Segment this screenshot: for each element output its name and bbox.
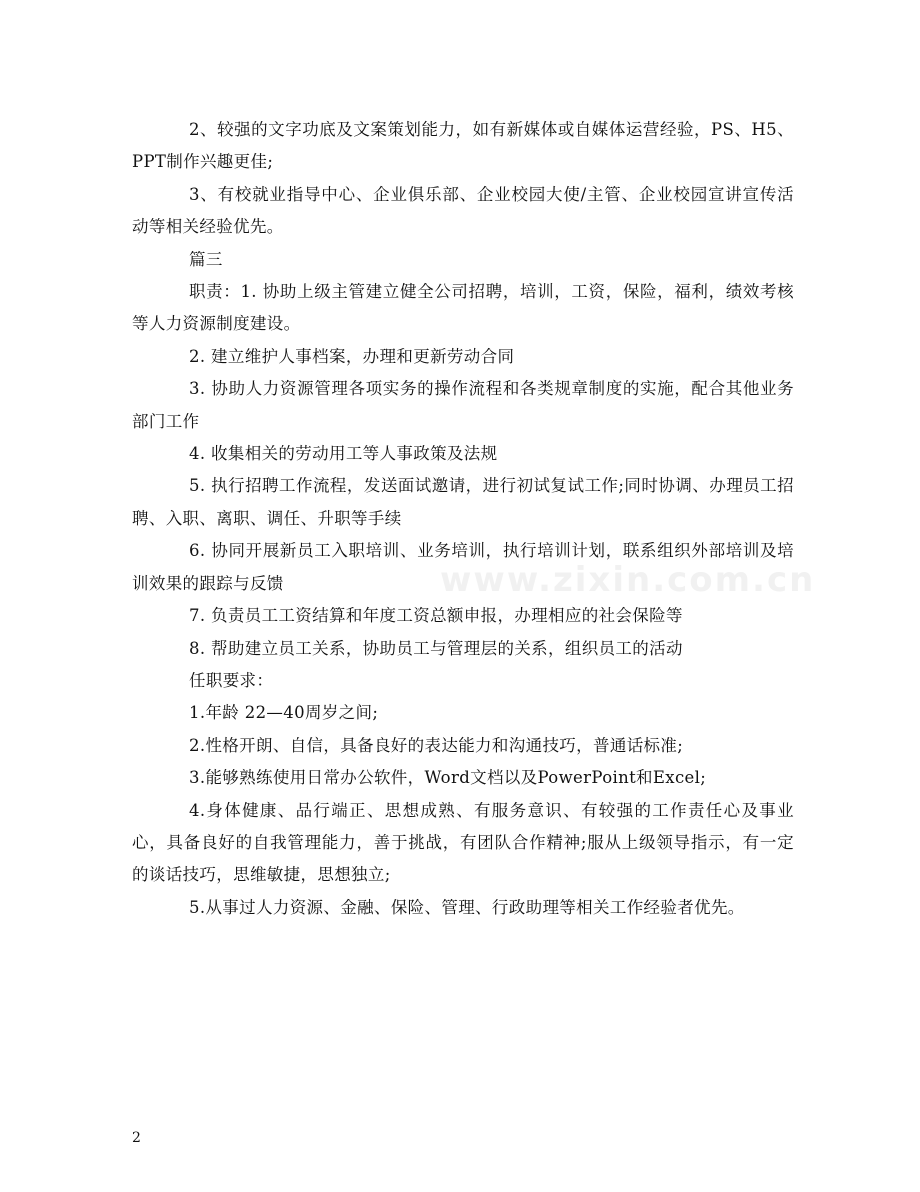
paragraph-qualification-2: 2.性格开朗、自信，具备良好的表达能力和沟通技巧，普通话标准; [189,735,684,755]
paragraph-duty-6: 6. 协同开展新员工入职培训、业务培训，执行培训计划，联系组织外部培训及培训效果的跟踪与反馈 [132,541,794,593]
paragraph-duty-3: 3. 协助人力资源管理各项实务的操作流程和各类规章制度的实施，配合其他业务部门工作 [132,379,794,431]
paragraph-requirement-2: 2、较强的文字功底及文案策划能力，如有新媒体或自媒体运营经验，PS、H5、PPT制作兴趣更佳; [132,120,794,172]
paragraph-duty-2: 2. 建立维护人事档案，办理和更新劳动合同 [189,346,515,366]
page-number: 2 [132,1130,141,1146]
paragraph-duty-4: 4. 收集相关的劳动用工等人事政策及法规 [189,444,498,464]
section-heading: 篇三 [189,249,223,269]
paragraph-qualification-4: 4.身体健康、品行端正、思想成熟、有服务意识、有较强的工作责任心及事业心，具备良好的自我管理能力，善于挑战，有团队合作精神;服从上级领导指示，有一定的谈话技巧，思维敏捷，思想独立; [132,800,794,885]
document-body [132,114,794,924]
paragraph-qualification-3: 3.能够熟练使用日常办公软件，Word文档以及PowerPoint和Excel; [189,768,707,788]
watermark-text: www.zixin.com.cn [440,560,816,600]
paragraph-duty-7: 7. 负责员工工资结算和年度工资总额申报，办理相应的社会保险等 [189,606,683,626]
paragraph-qualification-5: 5.从事过人力资源、金融、保险、管理、行政助理等相关工作经验者优先。 [189,897,745,917]
paragraph-duty-5: 5. 执行招聘工作流程，发送面试邀请，进行初试复试工作;同时协调、办理员工招聘、入职、离职、调任、升职等手续 [132,476,794,528]
paragraph-qualification-1: 1.年龄 22—40周岁之间; [189,703,379,723]
requirements-heading: 任职要求： [189,670,274,690]
paragraph-duty-1: 职责：1. 协助上级主管建立健全公司招聘，培训，工资，保险，福利，绩效考核等人力资源制度建设。 [132,282,794,334]
paragraph-requirement-3: 3、有校就业指导中心、企业俱乐部、企业校园大使/主管、企业校园宣讲宣传活动等相关经验优先。 [132,184,794,237]
paragraph-duty-8: 8. 帮助建立员工关系，协助员工与管理层的关系，组织员工的活动 [189,638,683,658]
